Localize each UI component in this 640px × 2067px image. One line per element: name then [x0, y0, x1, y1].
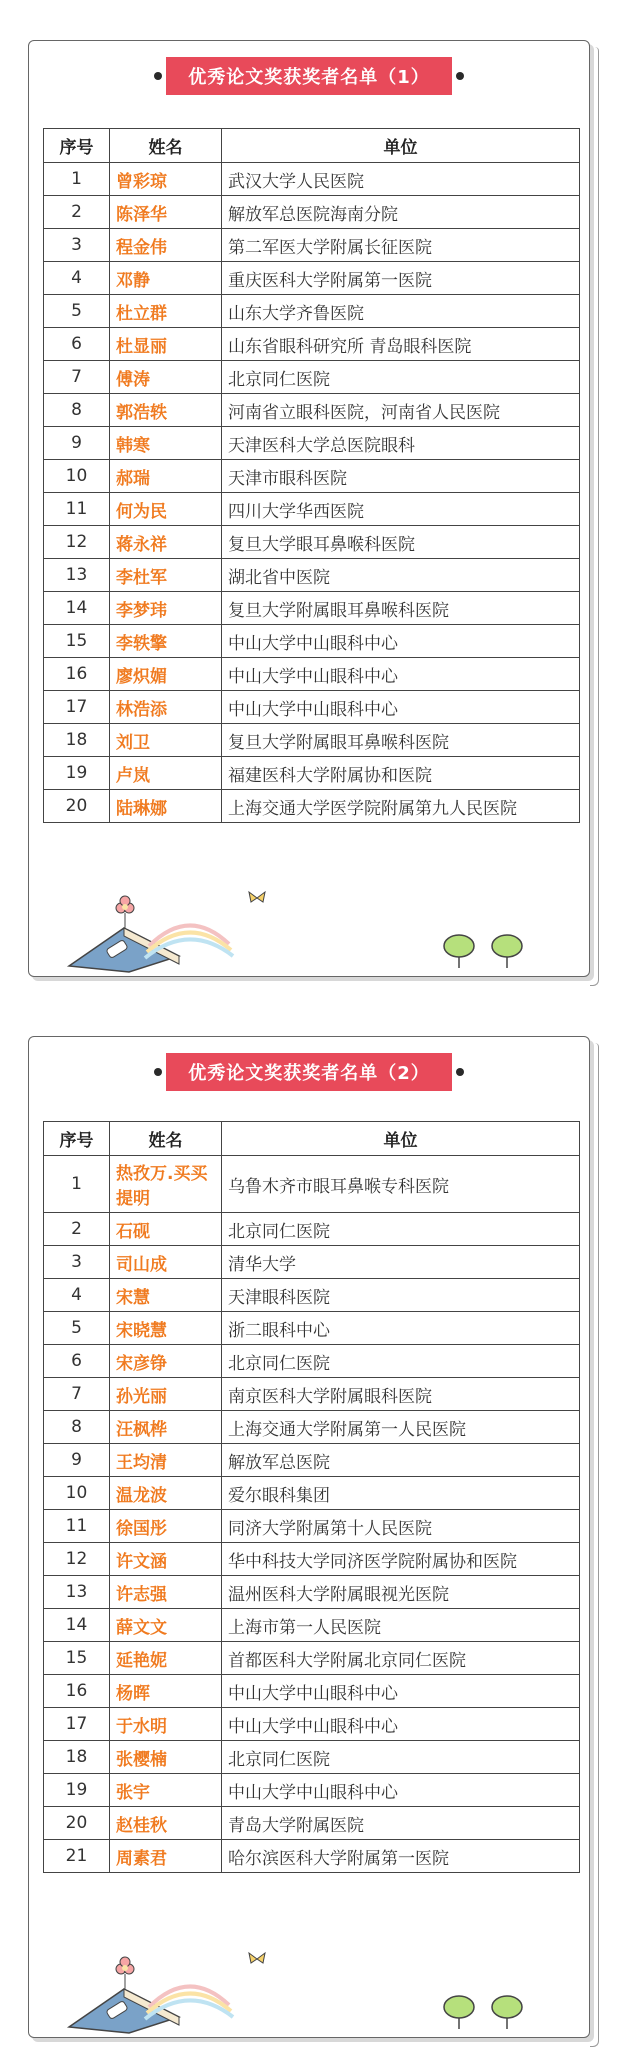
awardee-name: 李轶擎	[110, 625, 222, 658]
row-number: 5	[44, 295, 110, 328]
awardee-unit: 中山大学中山眼科中心	[222, 658, 580, 691]
awardee-unit: 天津市眼科医院	[222, 460, 580, 493]
row-number: 1	[44, 1156, 110, 1213]
flower-icon	[116, 1957, 134, 1989]
row-number: 12	[44, 526, 110, 559]
award-table-1	[43, 128, 580, 823]
table-row	[44, 625, 580, 658]
awardee-unit: 浙二眼科中心	[222, 1312, 580, 1345]
awardee-unit: 首都医科大学附属北京同仁医院	[222, 1642, 580, 1675]
awardee-name: 热孜万.买买提明	[110, 1156, 222, 1213]
awardee-name: 赵桂秋	[110, 1807, 222, 1840]
awardee-unit: 青岛大学附属医院	[222, 1807, 580, 1840]
awardee-unit: 清华大学	[222, 1246, 580, 1279]
awardee-unit: 武汉大学人民医院	[222, 163, 580, 196]
row-number: 16	[44, 658, 110, 691]
awardee-unit: 山东大学齐鲁医院	[222, 295, 580, 328]
row-number: 16	[44, 1675, 110, 1708]
awardee-unit: 中山大学中山眼科中心	[222, 1708, 580, 1741]
row-number: 6	[44, 1345, 110, 1378]
awardee-name: 韩寒	[110, 427, 222, 460]
awardee-unit: 上海交通大学医学院附属第九人民医院	[222, 790, 580, 823]
awardee-unit: 北京同仁医院	[222, 1345, 580, 1378]
table-row	[44, 328, 580, 361]
table-row	[44, 1774, 580, 1807]
awardee-unit: 天津医科大学总医院眼科	[222, 427, 580, 460]
awardee-name: 郭浩轶	[110, 394, 222, 427]
awardee-name: 许志强	[110, 1576, 222, 1609]
awardee-name: 孙光丽	[110, 1378, 222, 1411]
row-number: 14	[44, 592, 110, 625]
row-number: 19	[44, 757, 110, 790]
row-number: 21	[44, 1840, 110, 1873]
awardee-unit: 湖北省中医院	[222, 559, 580, 592]
awardee-unit: 解放军总医院海南分院	[222, 196, 580, 229]
awardee-unit: 温州医科大学附属眼视光医院	[222, 1576, 580, 1609]
book-icon	[69, 925, 233, 972]
awardee-unit: 哈尔滨医科大学附属第一医院	[222, 1840, 580, 1873]
row-number: 3	[44, 229, 110, 262]
book-icon	[69, 1986, 233, 2033]
row-number: 7	[44, 361, 110, 394]
row-number: 5	[44, 1312, 110, 1345]
awardee-unit: 北京同仁医院	[222, 1213, 580, 1246]
table-row	[44, 1840, 580, 1873]
table-row	[44, 724, 580, 757]
row-number: 15	[44, 625, 110, 658]
row-number: 3	[44, 1246, 110, 1279]
awardee-unit: 山东省眼科研究所 青岛眼科医院	[222, 328, 580, 361]
awardee-unit: 南京医科大学附属眼科医院	[222, 1378, 580, 1411]
awardee-unit: 四川大学华西医院	[222, 493, 580, 526]
table-row	[44, 757, 580, 790]
list-title: 优秀论文奖获奖者名单（2）	[166, 1053, 452, 1091]
row-number: 10	[44, 1477, 110, 1510]
table-row	[44, 1543, 580, 1576]
table-row	[44, 1510, 580, 1543]
awardee-name: 宋彦铮	[110, 1345, 222, 1378]
awardee-name: 李杜军	[110, 559, 222, 592]
row-number: 14	[44, 1609, 110, 1642]
table-row	[44, 1156, 580, 1213]
table-header-row	[44, 129, 580, 163]
awardee-unit: 重庆医科大学附属第一医院	[222, 262, 580, 295]
table-row	[44, 1576, 580, 1609]
table-row	[44, 1642, 580, 1675]
table-row	[44, 1444, 580, 1477]
awardee-name: 张宇	[110, 1774, 222, 1807]
awardee-unit: 中山大学中山眼科中心	[222, 1774, 580, 1807]
table-row	[44, 691, 580, 724]
table-row	[44, 493, 580, 526]
awardee-unit: 同济大学附属第十人民医院	[222, 1510, 580, 1543]
table-body	[44, 163, 580, 823]
awardee-unit: 北京同仁医院	[222, 1741, 580, 1774]
awardee-unit: 中山大学中山眼科中心	[222, 691, 580, 724]
awardee-name: 杜显丽	[110, 328, 222, 361]
awardee-name: 石砚	[110, 1213, 222, 1246]
row-number: 11	[44, 1510, 110, 1543]
table-row	[44, 460, 580, 493]
awardee-name: 何为民	[110, 493, 222, 526]
table-row	[44, 1345, 580, 1378]
awardee-unit: 华中科技大学同济医学院附属协和医院	[222, 1543, 580, 1576]
flower-icon	[116, 896, 134, 928]
awardee-unit: 第二军医大学附属长征医院	[222, 229, 580, 262]
row-number: 12	[44, 1543, 110, 1576]
table-row	[44, 658, 580, 691]
row-number: 18	[44, 1741, 110, 1774]
awardee-name: 汪枫桦	[110, 1411, 222, 1444]
awardee-name: 程金伟	[110, 229, 222, 262]
awardee-unit: 河南省立眼科医院，河南省人民医院	[222, 394, 580, 427]
row-number: 13	[44, 559, 110, 592]
awardee-unit: 复旦大学附属眼耳鼻喉科医院	[222, 592, 580, 625]
row-number: 11	[44, 493, 110, 526]
awardee-name: 陆琳娜	[110, 790, 222, 823]
table-row	[44, 1312, 580, 1345]
list-title: 优秀论文奖获奖者名单（1）	[166, 57, 452, 95]
row-number: 4	[44, 262, 110, 295]
row-number: 15	[44, 1642, 110, 1675]
table-row	[44, 526, 580, 559]
table-row	[44, 394, 580, 427]
awardee-name: 蒋永祥	[110, 526, 222, 559]
header-unit: 单位	[222, 129, 580, 163]
header-name: 姓名	[110, 129, 222, 163]
row-number: 10	[44, 460, 110, 493]
tree-icon	[444, 935, 522, 968]
awardee-unit: 中山大学中山眼科中心	[222, 1675, 580, 1708]
table-row	[44, 1378, 580, 1411]
award-list-card-2	[28, 1036, 590, 2038]
row-number: 17	[44, 691, 110, 724]
awardee-name: 于水明	[110, 1708, 222, 1741]
awardee-name: 温龙波	[110, 1477, 222, 1510]
table-row	[44, 196, 580, 229]
row-number: 4	[44, 1279, 110, 1312]
row-number: 6	[44, 328, 110, 361]
awardee-name: 刘卫	[110, 724, 222, 757]
table-row	[44, 1246, 580, 1279]
awardee-name: 邓静	[110, 262, 222, 295]
awardee-name: 杜立群	[110, 295, 222, 328]
header-no: 序号	[44, 129, 110, 163]
table-row	[44, 1279, 580, 1312]
table-row	[44, 229, 580, 262]
awardee-unit: 天津眼科医院	[222, 1279, 580, 1312]
awardee-unit: 北京同仁医院	[222, 361, 580, 394]
awardee-name: 许文涵	[110, 1543, 222, 1576]
awardee-unit: 上海市第一人民医院	[222, 1609, 580, 1642]
awardee-name: 徐国彤	[110, 1510, 222, 1543]
row-number: 2	[44, 1213, 110, 1246]
table-row	[44, 361, 580, 394]
table-row	[44, 1741, 580, 1774]
row-number: 8	[44, 1411, 110, 1444]
awardee-unit: 解放军总医院	[222, 1444, 580, 1477]
row-number: 13	[44, 1576, 110, 1609]
table-row	[44, 592, 580, 625]
awardee-unit: 复旦大学眼耳鼻喉科医院	[222, 526, 580, 559]
row-number: 18	[44, 724, 110, 757]
table-header-row	[44, 1122, 580, 1156]
table-row	[44, 1609, 580, 1642]
table-row	[44, 1675, 580, 1708]
row-number: 20	[44, 790, 110, 823]
awardee-unit: 乌鲁木齐市眼耳鼻喉专科医院	[222, 1156, 580, 1213]
awardee-unit: 福建医科大学附属协和医院	[222, 757, 580, 790]
table-row	[44, 1477, 580, 1510]
butterfly-icon	[249, 1953, 265, 1963]
row-number: 20	[44, 1807, 110, 1840]
awardee-name: 傅涛	[110, 361, 222, 394]
row-number: 19	[44, 1774, 110, 1807]
awardee-name: 杨晖	[110, 1675, 222, 1708]
table-row	[44, 1708, 580, 1741]
header-unit: 单位	[222, 1122, 580, 1156]
awardee-name: 陈泽华	[110, 196, 222, 229]
awardee-name: 李梦玮	[110, 592, 222, 625]
awardee-name: 王均清	[110, 1444, 222, 1477]
decoration	[29, 886, 589, 976]
table-row	[44, 1213, 580, 1246]
awardee-name: 延艳妮	[110, 1642, 222, 1675]
row-number: 9	[44, 1444, 110, 1477]
awardee-name: 林浩添	[110, 691, 222, 724]
awardee-name: 司山成	[110, 1246, 222, 1279]
table-body	[44, 1156, 580, 1873]
table-row	[44, 262, 580, 295]
awardee-unit: 爱尔眼科集团	[222, 1477, 580, 1510]
awardee-unit: 上海交通大学附属第一人民医院	[222, 1411, 580, 1444]
header-no: 序号	[44, 1122, 110, 1156]
table-row	[44, 295, 580, 328]
award-table-2	[43, 1121, 580, 1873]
row-number: 8	[44, 394, 110, 427]
awardee-unit: 复旦大学附属眼耳鼻喉科医院	[222, 724, 580, 757]
awardee-name: 薛文文	[110, 1609, 222, 1642]
table-row	[44, 163, 580, 196]
table-row	[44, 1807, 580, 1840]
row-number: 17	[44, 1708, 110, 1741]
row-number: 1	[44, 163, 110, 196]
decoration	[29, 1947, 589, 2037]
awardee-name: 张樱楠	[110, 1741, 222, 1774]
awardee-unit: 中山大学中山眼科中心	[222, 625, 580, 658]
awardee-name: 宋慧	[110, 1279, 222, 1312]
award-list-card-1	[28, 40, 590, 977]
butterfly-icon	[249, 892, 265, 902]
row-number: 2	[44, 196, 110, 229]
awardee-name: 卢岚	[110, 757, 222, 790]
tree-icon	[444, 1996, 522, 2029]
table-row	[44, 790, 580, 823]
awardee-name: 宋晓慧	[110, 1312, 222, 1345]
awardee-name: 廖炽媚	[110, 658, 222, 691]
table-row	[44, 1411, 580, 1444]
table-row	[44, 427, 580, 460]
header-name: 姓名	[110, 1122, 222, 1156]
awardee-name: 周素君	[110, 1840, 222, 1873]
row-number: 7	[44, 1378, 110, 1411]
awardee-name: 郝瑞	[110, 460, 222, 493]
table-row	[44, 559, 580, 592]
awardee-name: 曾彩琼	[110, 163, 222, 196]
row-number: 9	[44, 427, 110, 460]
